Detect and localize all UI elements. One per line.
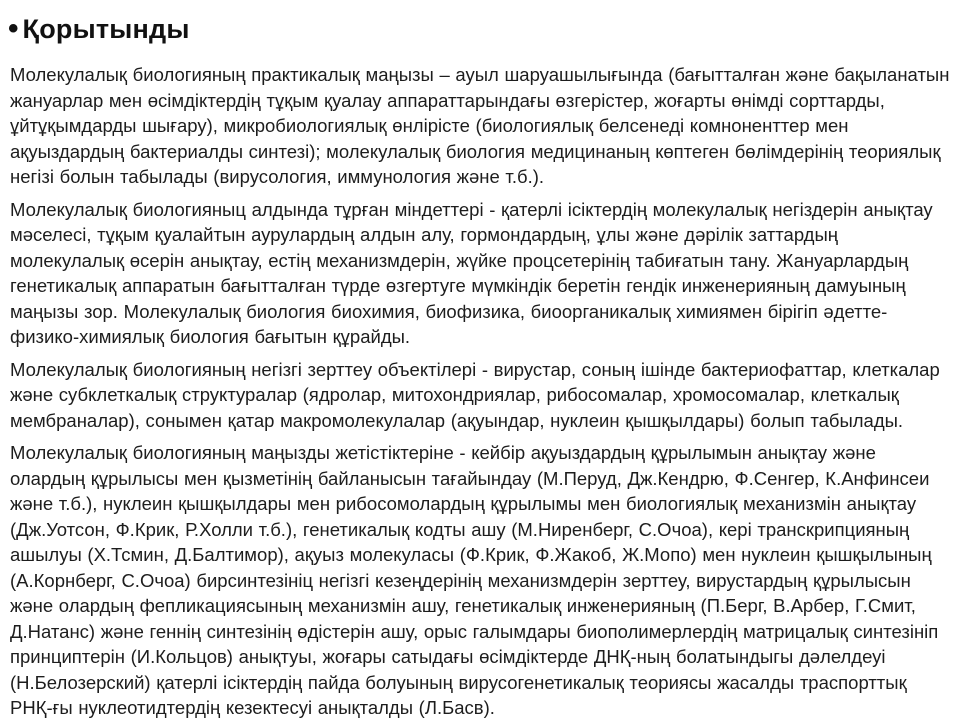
paragraph-tasks: Молекулалық биологияныц алдында тұрған міндеттері - қатерлі ісіктердің молекулалық негіздерін анықтау мәселесі, тұқым қуалайтын аурулардың алдын алу, гормондардың, ұлы және дәрілік заттардың молекулалық өсерін анықтау, естің механизмдерін, жүйке процсетерінің табиғатын тану. Жануарлардың генетикалық аппаратын бағытталған түрде өзгертуге мүмкіндік беретін гендік инженерияның дамуының маңызы зор. Молекулалық биология биохимия, биофизика, биоорганикалық химиямен бірігіп әдетте-физико-химиялық биология бағытын құрайды. (10, 198, 933, 347)
paragraph-achievements: Молекулалық биологияның маңызды жетістіктеріне - кейбір ақуыздардың құрылымын анықтау және олардың құрылысы мен қызметінің байланысын тағайындау (М.Перуд, Дж.Кендрю, Ф.Сенгер, К.Анфинсеи және т.б.), нуклеин қышқылдары мен рибосомолардың құрылымы мен биологиялық механизмін анықтау (Дж.Уотсон, Ф.Крик, Р.Холли т.б.), генетикалық кодты ашу (М.Ниренберг, С.Очоа), кері транскрипцияның ашылуы (Х.Тсмин, Д.Балтимор), ақуыз молекуласы (Ф.Крик, Ф.Жакоб, Ж.Мопо) мен нуклеин қышқылының (А.Корнберг, С.Очоа) бирсинтезініц негізгі кезеңдерінің механизмдерін зерттеу, вирустардың құрылысын және олардың фепликациясының механизмін ашу, генетикалық инженерияның (П.Берг, В.Арбер, Г.Смит, Д.Натанс) және геннің синтезінің өдістерін ашу, орыс галымдары биополимерлердің матрицалық синтезініп принциптерін (И.Кольцов) анықтуы, жоғары сатыдағы өсімдіктерде ДНҚ-ның болатындыгы дәлелдеуі (Н.Белозерский) қатерлі ісіктердің пайда болуының вирусогенетикалық теориясы жасалды траспорттық РНҚ-ғы нуклеотидтердің кезектесуі анықталды (Л.Басв). (10, 442, 939, 718)
paragraph-research-objects: Молекулалық биологияның негізгі зерттеу объектілері - вирустар, соның ішінде бактериофаттар, клеткалар және субклеткалық структуралар (ядролар, митохондриялар, рибосомалар, хромосомалар, клеткалық мембраналар), сонымен қатар макромолекулалар (ақуындар, нуклеин қышқылдары) болып табылады. (10, 358, 940, 431)
bullet-icon: • (8, 12, 19, 45)
page-title: Қорытынды (22, 14, 190, 44)
slide-body (0, 46, 960, 720)
slide-title-row (0, 0, 960, 46)
paragraph-practical-importance: Молекулалық биологияның практикалық маңызы – ауыл шаруашылығында (бағытталған және бақыланатын жануарлар мен өсімдіктердің тұқым қуалау аппараттарындағы өзгерістер, жоғарты өнімді сорттарды, ұйтұқымдарды шығару), микробиологиялық өнлірісте (биологиялық белсенеді комноненттер мен ақуыздардың бактериалды синтезі); молекулалық биология медицинаның көптеген бөлімдерінің теориялық негізі болын табылады (вирусология, иммунология және т.б.). (10, 64, 950, 187)
